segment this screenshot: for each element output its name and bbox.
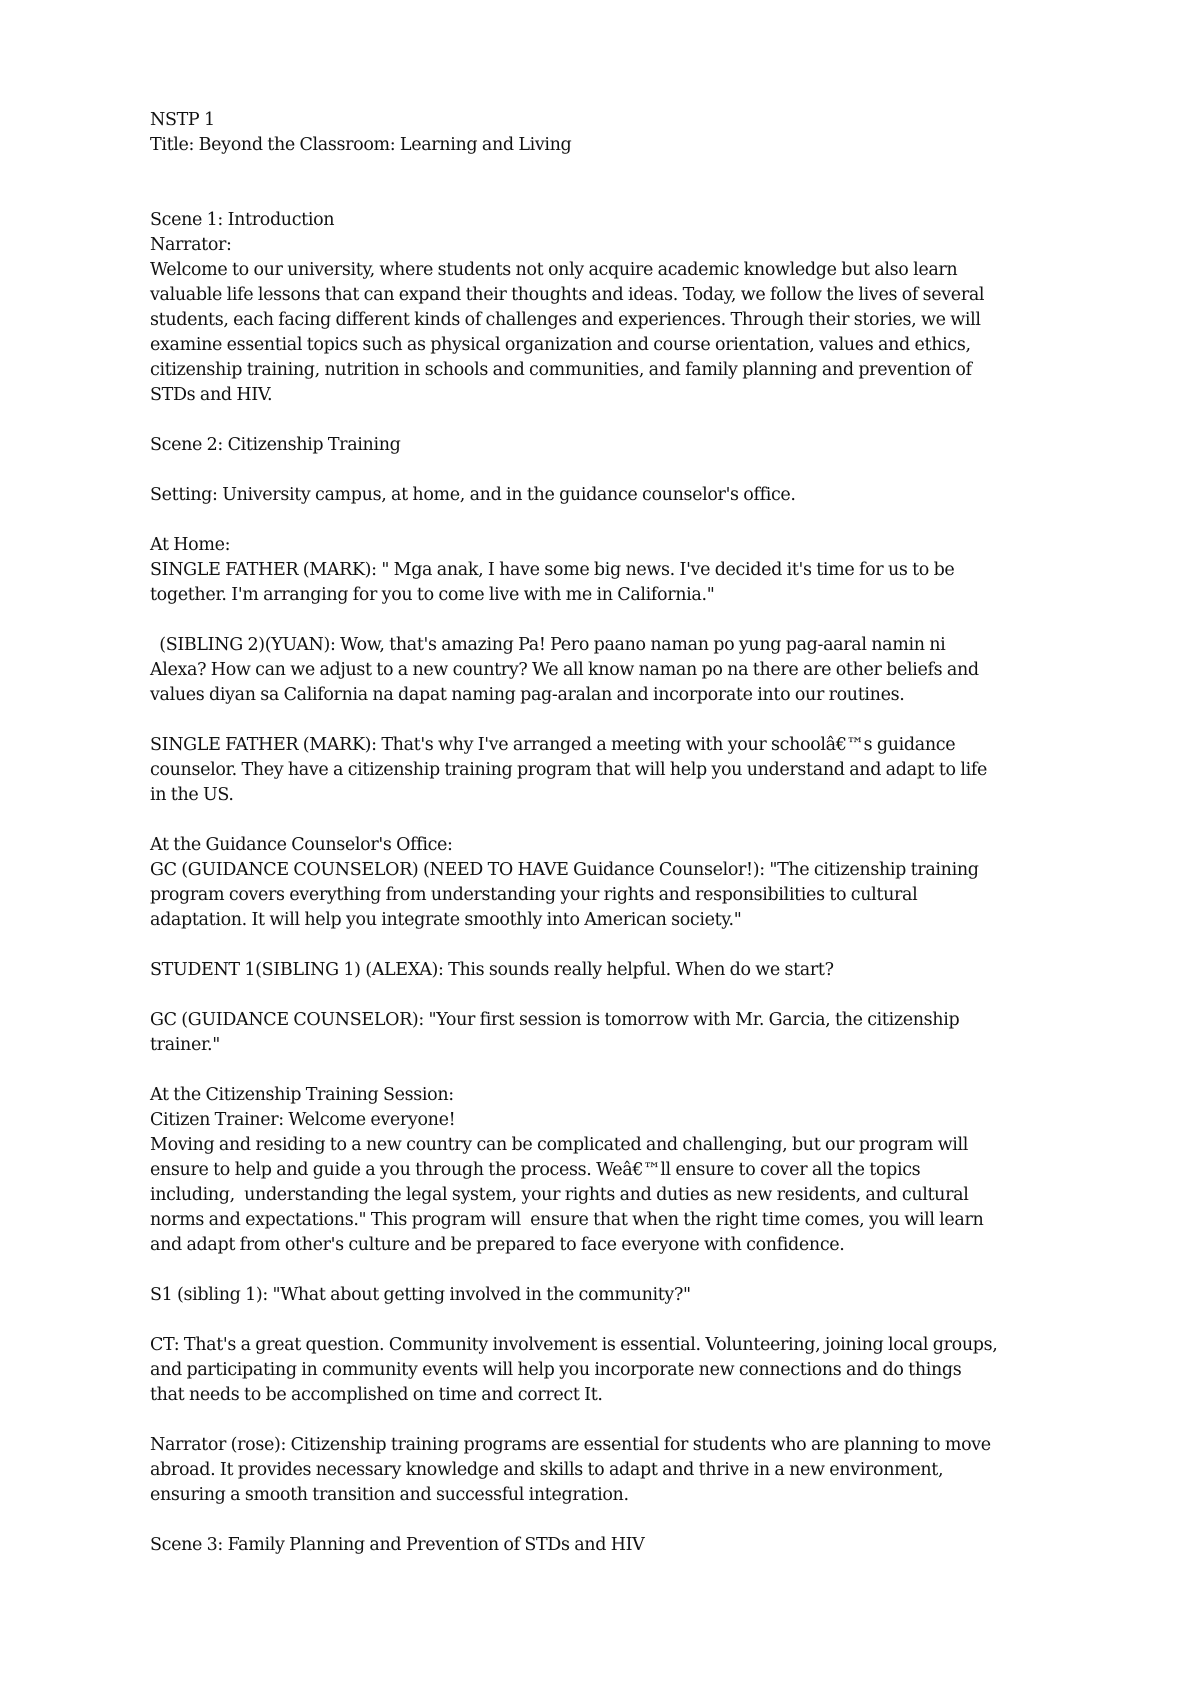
gc-dialogue-line: GC (GUIDANCE COUNSELOR) (NEED TO HAVE Guidance Counselor!): "The citizenship training [150, 860, 979, 880]
sibling2-dialogue-line: Alexa? How can we adjust to a new country? We all know naman po na there are other beliefs and [150, 660, 979, 680]
ct-dialogue-line: that needs to be accomplished on time and correct It. [150, 1385, 603, 1405]
intro-line: citizenship training, nutrition in schools and communities, and family planning and prevention of [150, 360, 972, 380]
intro-line: examine essential topics such as physical organization and course orientation, values and ethics, [150, 335, 971, 355]
training-session-heading: At the Citizenship Training Session: [150, 1085, 454, 1105]
document-body [150, 108, 1080, 1558]
scene2-heading: Scene 2: Citizenship Training [150, 435, 401, 455]
father-dialogue-line: in the US. [150, 785, 234, 805]
trainer-dialogue-line: ensure to help and guide a you through the process. Weâ€™ll ensure to cover all the topics [150, 1160, 921, 1180]
gc2-block [150, 1008, 1080, 1058]
training-session-block [150, 1083, 1080, 1258]
father2-block [150, 733, 1080, 808]
gc-dialogue-line: program covers everything from understanding your rights and responsibilities to cultural [150, 885, 918, 905]
father-dialogue-line: SINGLE FATHER (MARK): " Mga anak, I have some big news. I've decided it's time for us to be [150, 560, 955, 580]
sibling2-dialogue-line: (SIBLING 2)(YUAN): Wow, that's amazing Pa! Pero paano naman po yung pag-aaral namin ni [150, 635, 946, 655]
scene2-heading-block [150, 433, 1080, 458]
intro-line: STDs and HIV. [150, 385, 273, 405]
setting-block [150, 483, 1080, 508]
gc-office-block [150, 833, 1080, 933]
father-dialogue-line: together. I'm arranging for you to come live with me in California." [150, 585, 715, 605]
ct-dialogue-line: CT: That's a great question. Community involvement is essential. Volunteering, joining local groups, [150, 1335, 998, 1355]
ct-block [150, 1333, 1080, 1408]
intro-line: students, each facing different kinds of challenges and experiences. Through their stories, we will [150, 310, 981, 330]
scene1-heading: Scene 1: Introduction [150, 210, 335, 230]
setting-line: Setting: University campus, at home, and in the guidance counselor's office. [150, 485, 796, 505]
gc-dialogue-line: GC (GUIDANCE COUNSELOR): "Your first session is tomorrow with Mr. Garcia, the citizenship [150, 1010, 960, 1030]
trainer-greeting: Citizen Trainer: Welcome everyone! [150, 1110, 456, 1130]
ct-dialogue-line: and participating in community events will help you incorporate new connections and do things [150, 1360, 962, 1380]
s1-block [150, 1283, 1080, 1308]
narrator-rose-line: ensuring a smooth transition and successful integration. [150, 1485, 629, 1505]
header-block [150, 108, 1080, 158]
father-dialogue-line: counselor. They have a citizenship training program that will help you understand and adapt to life [150, 760, 987, 780]
father-dialogue-line: SINGLE FATHER (MARK): That's why I've arranged a meeting with your schoolâ€™s guidance [150, 735, 956, 755]
gc-dialogue-line: adaptation. It will help you integrate smoothly into American society." [150, 910, 742, 930]
trainer-dialogue-line: norms and expectations." This program will ensure that when the right time comes, you will learn [150, 1210, 984, 1230]
course-label: NSTP 1 [150, 110, 215, 130]
sibling2-block [150, 633, 1080, 708]
trainer-dialogue-line: including, understanding the legal system, your rights and duties as new residents, and cultural [150, 1185, 969, 1205]
trainer-dialogue-line: and adapt from other's culture and be prepared to face everyone with confidence. [150, 1235, 845, 1255]
document-title: Title: Beyond the Classroom: Learning and Living [150, 135, 572, 155]
intro-line: Welcome to our university, where students not only acquire academic knowledge but also learn [150, 260, 958, 280]
gc-dialogue-line: trainer." [150, 1035, 220, 1055]
narrator-rose-line: abroad. It provides necessary knowledge and skills to adapt and thrive in a new environment, [150, 1460, 944, 1480]
narrator-rose-block [150, 1433, 1080, 1508]
student1-block [150, 958, 1080, 983]
at-home-heading: At Home: [150, 535, 231, 555]
scene1-block [150, 208, 1080, 408]
gc-office-heading: At the Guidance Counselor's Office: [150, 835, 453, 855]
scene3-heading: Scene 3: Family Planning and Prevention of STDs and HIV [150, 1535, 645, 1555]
narrator-rose-line: Narrator (rose): Citizenship training programs are essential for students who are planning to move [150, 1435, 991, 1455]
s1-dialogue-line: S1 (sibling 1): "What about getting involved in the community?" [150, 1285, 691, 1305]
scene3-heading-block [150, 1533, 1080, 1558]
trainer-dialogue-line: Moving and residing to a new country can be complicated and challenging, but our program will [150, 1135, 968, 1155]
narrator-label: Narrator: [150, 235, 232, 255]
at-home-block [150, 533, 1080, 608]
student1-dialogue-line: STUDENT 1(SIBLING 1) (ALEXA): This sounds really helpful. When do we start? [150, 960, 834, 980]
sibling2-dialogue-line: values diyan sa California na dapat naming pag-aralan and incorporate into our routines. [150, 685, 905, 705]
intro-line: valuable life lessons that can expand their thoughts and ideas. Today, we follow the lives of several [150, 285, 985, 305]
